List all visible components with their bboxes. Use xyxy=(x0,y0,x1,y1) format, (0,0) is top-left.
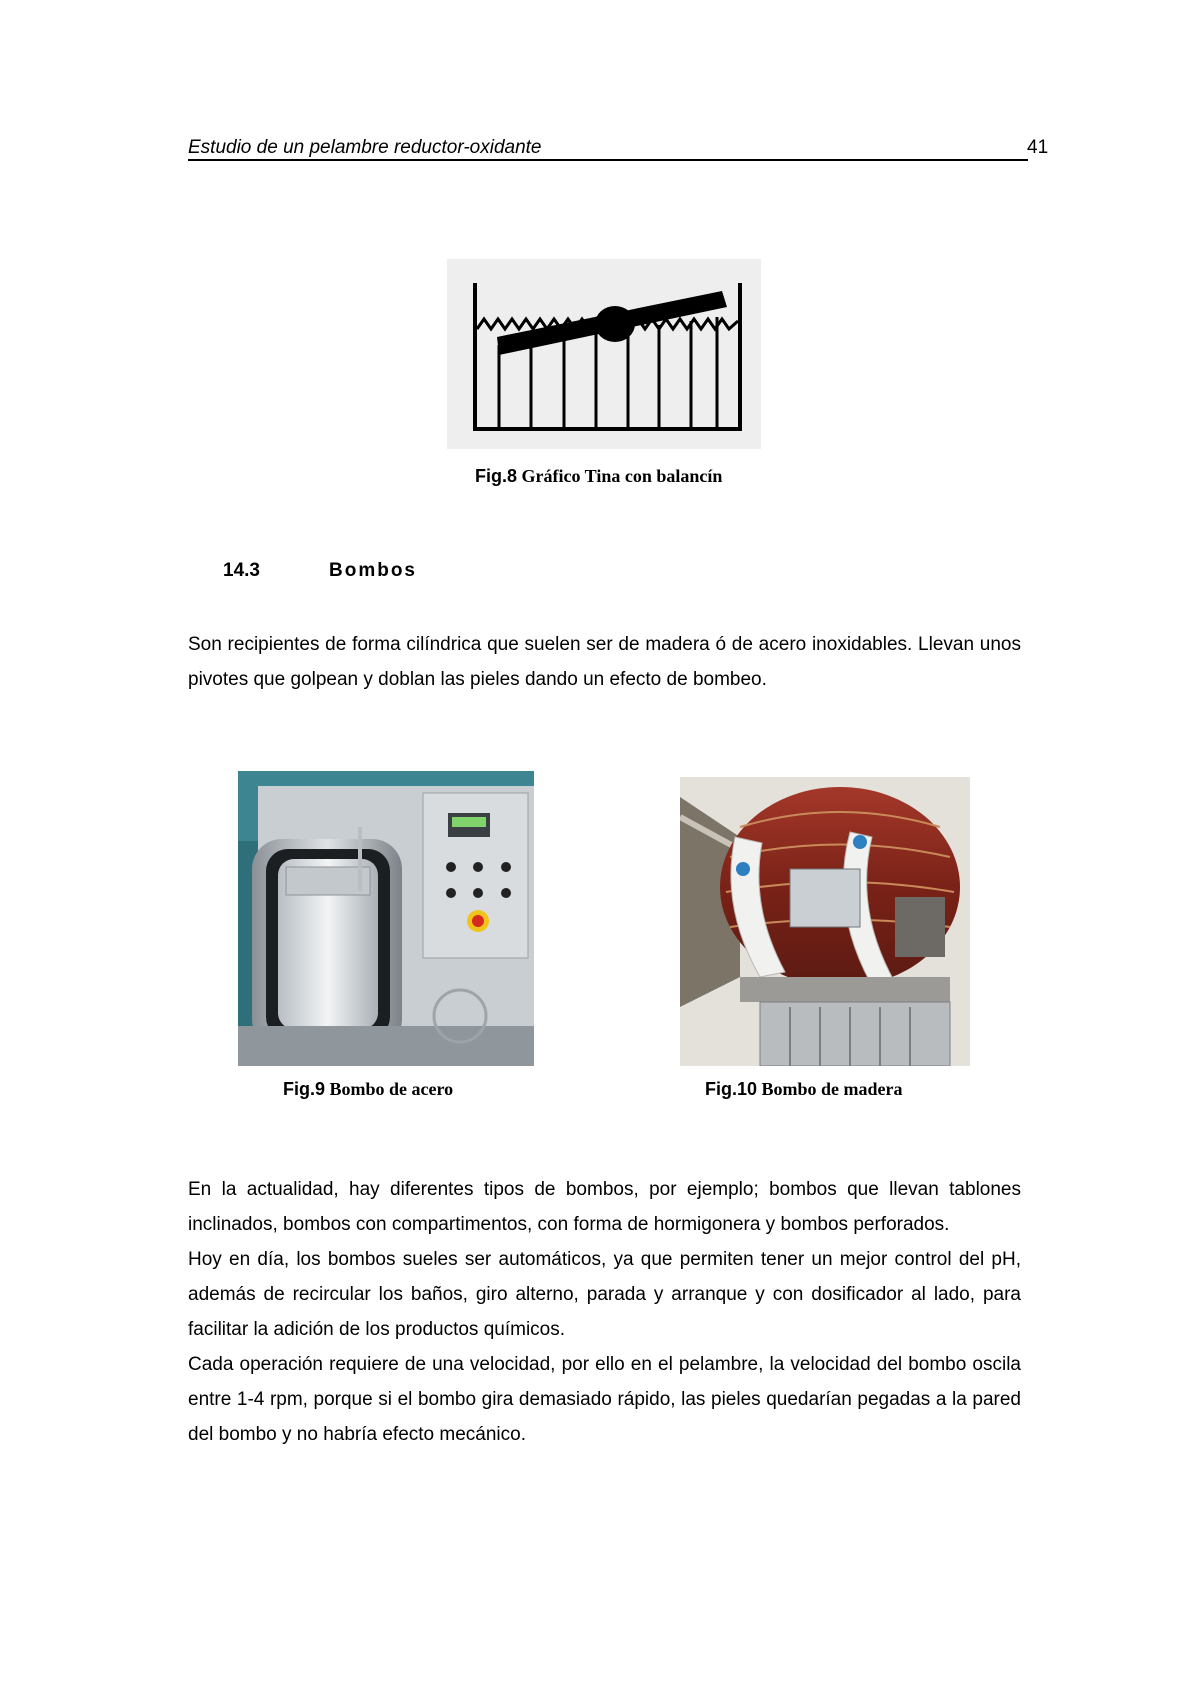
fig10-label: Fig.10 xyxy=(705,1079,758,1099)
paragraph-drum-speed: Cada operación requiere de una velocidad, por ello en el pelambre, la velocidad del bombo oscila entre 1-4 rpm, porque si el bombo gira demasiado rápido, las pieles quedarían pegadas a la pared del bombo y no habría efecto mecánico. xyxy=(188,1354,1021,1445)
fig9-label: Fig.9 xyxy=(283,1079,326,1099)
fig8-vat-diagram xyxy=(447,259,761,449)
fig9-steel-drum-photo xyxy=(238,771,534,1066)
paragraph-drum-types: En la actualidad, hay diferentes tipos de bombos, por ejemplo; bombos que llevan tablones inclinados, bombos con compartimentos, con forma de hormigonera y bombos perforados. xyxy=(188,1179,1021,1235)
intro-paragraph: Son recipientes de forma cilíndrica que suelen ser de madera ó de acero inoxidables. Llevan unos pivotes que golpean y doblan las pieles dando un efecto de bombeo. xyxy=(188,634,1021,690)
fig10-wooden-drum-photo xyxy=(680,777,970,1066)
fig10-caption xyxy=(705,1079,903,1100)
fig9-caption-text: Bombo de acero xyxy=(325,1079,454,1099)
section-title: Bombos xyxy=(329,560,417,581)
fig8-caption xyxy=(475,466,722,487)
fig8-caption-text: Gráfico Tina con balancín xyxy=(517,466,723,486)
body-text-block xyxy=(188,1172,1021,1452)
page-number: 41 xyxy=(1027,137,1049,158)
fig10-caption-text: Bombo de madera xyxy=(757,1079,903,1099)
header-rule xyxy=(188,159,1028,161)
section-number: 14.3 xyxy=(223,560,260,581)
paragraph-automatic-drums: Hoy en día, los bombos sueles ser automáticos, ya que permiten tener un mejor control del pH, además de recircular los baños, giro alterno, parada y arranque y con dosificador al lado, para facilitar la adición de los productos químicos. xyxy=(188,1249,1021,1340)
fig8-label: Fig.8 xyxy=(475,466,518,486)
running-header-title: Estudio de un pelambre reductor-oxidante xyxy=(188,137,542,158)
fig9-caption xyxy=(283,1079,453,1100)
